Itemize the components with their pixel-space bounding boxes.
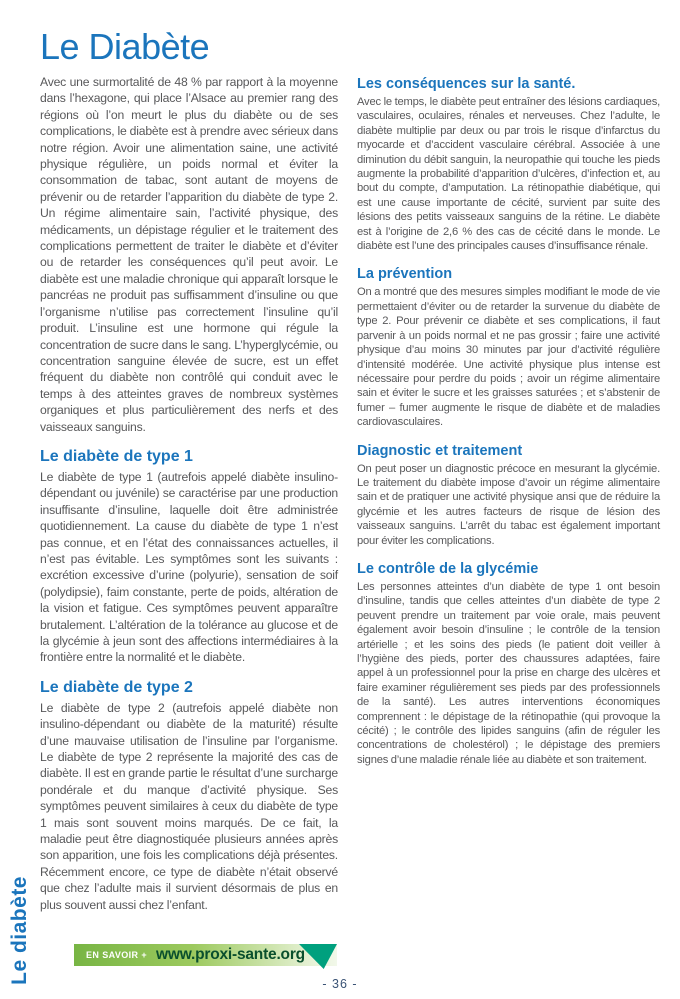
right-column <box>357 74 660 913</box>
section-body-diabete-type-2: Le diabète de type 2 (autrefois appelé diabète non insulino-dépendant ou diabète de la maturité) résulte d’une mauvaise utilisation de l’insuline par l’organisme. Le diabète de type 2 représente la majorité des cas de diabète. Il est en grande partie le résultat d’une surcharge pondérale et du manque d’activité physique. Ses symptômes peuvent similaires à ceux du diabète de type 1 mais sont souvent moins marqués. De ce fait, la maladie peut être diagnostiquée plusieurs années après son apparition, une fois les complications déjà présentes. Récemment encore, ce type de diabète n’était observé que chez l’adulte mais il survient désormais de plus en plus souvent aussi chez l’enfant. <box>40 700 338 912</box>
section-heading-controle-glycemie: Le contrôle de la glycémie <box>357 560 539 577</box>
section-body-prevention: On a montré que des mesures simples modifiant le mode de vie permettaient d’éviter ou de retarder la survenue du diabète de type 2. Pour prévenir ce diabète et ses complications, il faut parvenir à un poids normal et ne pas grossir ; faire une activité physique d’au moins 30 minutes par jour d’activité régulière d’intensité modérée. Une activité physique plus intense est nécessaire pour perdre du poids ; avoir un régime alimentaire sain et éviter le sucre et les graisses saturées ; et s’abstenir de fumer – fumer augmente le risque de diabète et de maladies cardiovasculaires. <box>357 286 660 429</box>
section-heading-diagnostic-traitement: Diagnostic et traitement <box>357 442 523 459</box>
banner-url-link[interactable]: www.proxi-sante.org <box>156 946 305 963</box>
section-heading-diabete-type-2: Le diabète de type 2 <box>40 678 193 696</box>
section-heading-prevention: La prévention <box>357 266 453 283</box>
section-body-diabete-type-1: Le diabète de type 1 (autrefois appelé diabète insulino-dépendant ou juvénile) se caractérise par une production insuffisante d’insuline, laquelle doit être administrée quotidiennement. La cause du diabète de type 1 n’est pas connue, et en l’état des connaissances actuelles, il n’est pas évitable. Les symptômes sont les suivants : excrétion excessive d’urine (polyurie), sensation de soif (polydipsie), faim constante, perte de poids, altération de la vision et fatigue. Ces symptômes peuvent apparaître brutalement. L’altération de la tolérance au glucose et de la glycémie à jeun sont des affections intermédiaires à la frontière entre la normalité et le diabète. <box>40 469 338 665</box>
chapter-sidebar-label: Le diabète <box>8 876 31 985</box>
page-number: - 36 - <box>322 977 358 991</box>
info-banner[interactable] <box>74 944 337 966</box>
two-column-layout <box>40 74 660 913</box>
section-heading-diabete-type-1: Le diabète de type 1 <box>40 447 193 465</box>
section-body-controle-glycemie: Les personnes atteintes d’un diabète de type 1 ont besoin d’insuline, tandis que celles atteintes d’un diabète de type 2 peuvent prendre un traitement par voie orale, mais peuvent également avoir besoin d’insuline ; le contrôle de la tension artérielle ; et les soins des pieds (le patient doit veiller à l’hygiène des pieds, porter des chaussures adaptées, faire appel à un professionnel pour la prise en charge des ulcères et faire examiner régulièrement ses pieds par des professionnels de la santé). Les autres interventions économiques comprennent : le dépistage de la rétinopathie (qui provoque la cécité) ; le contrôle des lipides sanguins (afin de réguler les concentrations de cholestérol) ; le dépistage des premiers signes d’une maladie rénale liée au diabète et son traitement. <box>357 580 660 766</box>
banner-cta-label: EN SAVOIR + <box>86 950 147 960</box>
section-heading-consequences-sante: Les conséquences sur la santé. <box>357 76 576 92</box>
page-title: Le Diabète <box>40 26 210 67</box>
intro-paragraph: Avec une surmortalité de 48 % par rapport à la moyenne dans l’hexagone, qui place l’Alsace au premier rang des régions où l’on meurt le plus du diabète ou de ses complications, le diabète est à prendre avec sérieux dans notre région. Avoir une alimentation saine, une activité physique régulière, un poids normal et éviter la consommation de tabac, sont autant de moyens de prévenir ou de retarder l’apparition du diabète de type 2. Un régime alimentaire sain, l’activité physique, des médicaments, un dépistage régulier et le traitement des complications permettent de traiter le diabète et d’éviter ou de retarder les conséquences qu’il peut avoir. Le diabète est une maladie chronique qui apparaît lorsque le pancréas ne produit pas suffisamment d’insuline ou que l’organisme n’utilise pas correctement l’insuline qu’il produit. L’insuline est une hormone qui régule la concentration de sucre dans le sang. L’hyperglycémie, ou concentration sanguine élevée de sucre, est un effet fréquent du diabète non contrôlé qui conduit avec le temps à des atteintes graves de nombreux systèmes organiques et plus particulièrement des nerfs et des vaisseaux sanguins. <box>40 75 338 434</box>
section-body-diagnostic-traitement: On peut poser un diagnostic précoce en mesurant la glycémie. Le traitement du diabète impose d’avoir un régime alimentaire sain et de pratiquer une activité physique ansi que de réduire la glycémie et les autres facteurs de risque de lésion des vaisseaux sanguins. L’arrêt du tabac est également important pour éviter les complications. <box>357 462 660 547</box>
left-column <box>40 74 338 913</box>
section-body-consequences-sante: Avec le temps, le diabète peut entraîner des lésions cardiaques, vasculaires, oculaires, rénales et nerveuses. Chez l’adulte, le diabète multiplie par deux ou par trois le risque d’infarctus du myocarde et d’accident vasculaire cérébral. Associée à une diminution du débit sanguin, la neuropathie qui touche les pieds augmente la probabilité d’apparition d’ulcères, d’infection et, au bout du compte, d’amputation. La rétinopathie diabétique, qui est une cause importante de cécité, survient par suite des lésions des petits vaisseaux sanguins de la rétine. Le diabète est à l’origine de 2,6 % des cas de cécité dans le monde. Le diabète est l’une des principales causes d’insuffisance rénale. <box>357 96 660 253</box>
